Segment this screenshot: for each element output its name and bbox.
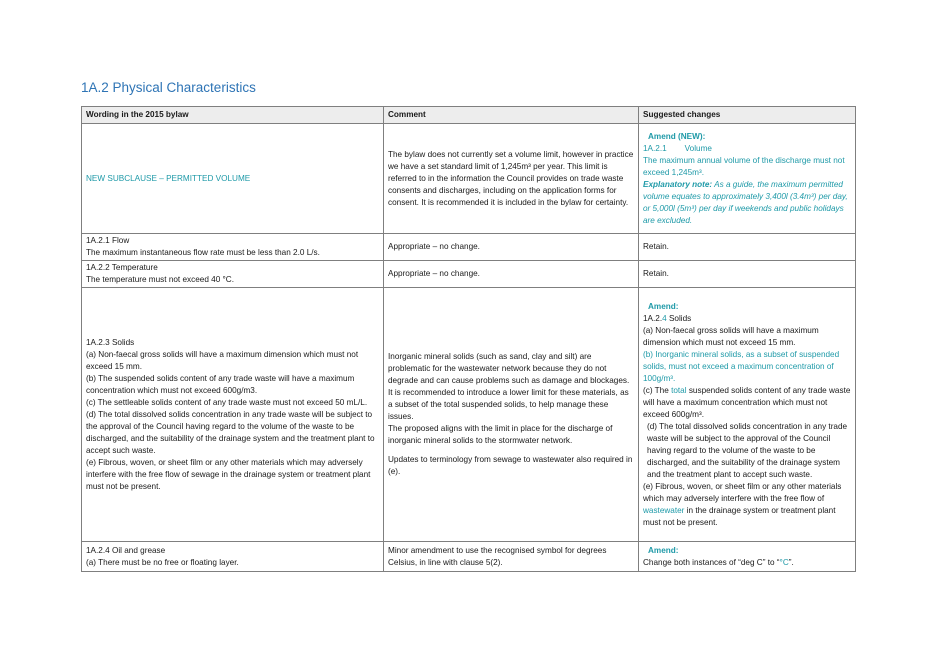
table-row-solids [82,288,856,542]
explanatory-note-text: As a guide, the maximum permitted volume equates to approximately 3,400l (3.4m³) per day, or 5,000l (5m³) per day if weekends and public holidays are excluded. [643,180,848,225]
wording-solids-c: (c) The settleable solids content of any trade waste must not exceed 50 mL/L. [86,397,368,407]
wording-solids [82,288,384,542]
wording-solids-title: 1A.2.3 Solids [86,337,135,347]
clause-text: The maximum annual volume of the discharge must not exceed 1,245m³. [643,156,845,177]
comment-solids-p4: Updates to terminology from sewage to wastewater also required in (e). [388,455,633,476]
suggested-oil-grease [639,542,856,572]
table-header-row [82,107,856,124]
comment-temperature: Appropriate – no change. [384,261,639,288]
comment-solids-p1: Inorganic mineral solids (such as sand, clay and silt) are problematic for the wastewater network because they do not degrade and can cause problems such as damage and blockages. [388,352,630,385]
bylaw-comparison-table [81,106,856,572]
suggested-solids [639,288,856,542]
header-comment: Comment [384,107,639,124]
header-wording: Wording in the 2015 bylaw [82,107,384,124]
wording-temperature [82,261,384,288]
clause-title: Volume [684,144,712,153]
amend-heading: Amend: [648,545,679,555]
wording-solids-b: (b) The suspended solids content of any trade waste will have a maximum concentration which must not exceed 600g/m3. [86,373,355,395]
wording-oil-text: (a) There must be no free or floating layer. [86,557,239,567]
wording-temperature-title: 1A.2.2 Temperature [86,263,158,272]
table-row-flow [82,234,856,261]
amend-heading: Amend (NEW): [648,132,706,141]
suggested-flow: Retain. [639,234,856,261]
comment-solids [384,288,639,542]
wording-solids-a: (a) Non-faecal gross solids will have a maximum dimension which must not exceed 15 mm. [86,349,359,371]
comment-solids-p3: The proposed aligns with the limit in place for the discharge of inorganic mineral solids to the stormwater network. [388,424,613,445]
clause-digit: 4 [662,313,667,323]
comment-permitted-volume: The bylaw does not currently set a volume limit, however in practice we have a set standard limit of 1,245m³ per year. This limit is referred to in the information the Council provides on trade waste consents and discharges, including on the application forms for consent. It is recommended it is included in the bylaw for certainty. [384,124,639,234]
explanatory-note-label: Explanatory note: [643,180,713,189]
header-suggested-changes: Suggested changes [639,107,856,124]
table-row-oil-grease [82,542,856,572]
suggested-solids-d: (d) The total dissolved solids concentration in any trade waste will be subject to the approval of the Council having regard to the volume of the waste to be discharged, and the suitability of the drainage system and the treatment plant to accept such waste. [647,421,848,479]
comment-flow: Appropriate – no change. [384,234,639,261]
wording-permitted-volume: NEW SUBCLAUSE – PERMITTED VOLUME [82,124,384,234]
suggested-solids-e: (e) Fibrous, woven, or sheet film or any other materials which may adversely interfere with the free flow of wastewater in the drainage system or treatment plant must not be present. [643,481,842,527]
wording-flow [82,234,384,261]
suggested-solids-a: (a) Non-faecal gross solids will have a maximum dimension which must not exceed 15 mm. [643,325,819,347]
table-row-permitted-volume [82,124,856,234]
comment-oil-grease: Minor amendment to use the recognised symbol for degrees Celsius, in line with clause 5(2). [384,542,639,572]
wording-flow-title: 1A.2.1 Flow [86,236,130,245]
wording-solids-d: (d) The total dissolved solids concentration in any trade waste will be subject to the approval of the Council having regard to the volume of the waste to be discharged, and the suitability of the drainage system and the treatment plant to accept such waste. [86,409,375,455]
wording-oil-title: 1A.2.4 Oil and grease [86,545,166,555]
clause-title: Solids [668,313,692,323]
wording-temperature-text: The temperature must not exceed 40 °C. [86,275,234,284]
wording-solids-e: (e) Fibrous, woven, or sheet film or any other materials which may adversely interfere with the free flow of sewage in the drainage system or treatment plant must not be present. [86,457,371,491]
suggested-permitted-volume [639,124,856,234]
suggested-temperature: Retain. [639,261,856,288]
suggested-solids-c: (c) The total suspended solids content of any trade waste will have a maximum concentration which must not exceed 600g/m³. [643,385,851,419]
suggested-solids-b: (b) Inorganic mineral solids, as a subset of suspended solids, must not exceed a maximum concentration of 100g/m³. [643,349,840,383]
clause-number: 1A.2.1 [643,144,667,153]
amend-heading: Amend: [648,301,679,311]
clause-prefix: 1A.2. [643,313,663,323]
suggested-oil-text: Change both instances of “deg C” to “°C”. [643,557,794,567]
wording-oil-grease [82,542,384,572]
section-title: 1A.2 Physical Characteristics [81,80,256,95]
wording-flow-text: The maximum instantaneous flow rate must be less than 2.0 L/s. [86,248,320,257]
table-row-temperature [82,261,856,288]
comment-solids-p2: It is recommended to introduce a lower limit for these materials, as a subset of the total suspended solids, to help manage these issues. [388,388,629,421]
